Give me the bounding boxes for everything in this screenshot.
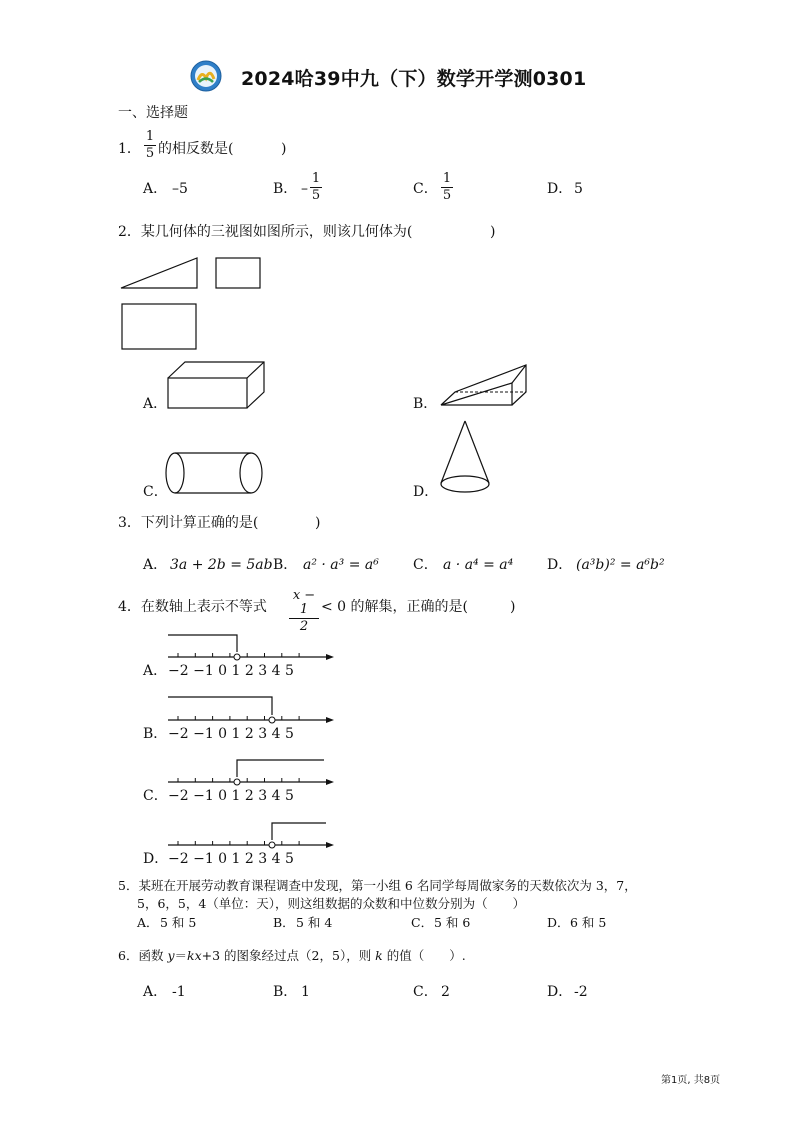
q3-option-a: 3a + 2b = 5ab: [170, 557, 273, 573]
q5-option-a-label: A．: [137, 915, 159, 930]
q2-blank: ): [490, 224, 496, 240]
q4-text-post: < 0 的解集，正确的是(: [321, 599, 468, 615]
q1-blank: ): [281, 141, 287, 157]
q1-number: 1．: [118, 141, 141, 157]
q5-option-d-label: D．: [547, 915, 570, 930]
q1-option-c-fraction: 1 5: [442, 171, 452, 203]
axis-arrow: [326, 842, 334, 848]
q6-option-c: 2: [441, 984, 450, 1000]
q4-option-c-label: C．: [143, 788, 168, 804]
q3-option-b-label: B．: [273, 557, 298, 573]
q4-option-a-label: A．: [143, 663, 168, 679]
q5-option-b: 5 和 4: [296, 915, 333, 930]
q4-fraction: x − 1 2: [289, 589, 319, 634]
page-number: 第1页, 共8页: [661, 1075, 721, 1086]
q6-option-d: -2: [574, 984, 588, 1000]
q3-option-d-label: D．: [547, 557, 573, 573]
q5-option-d: 6 和 5: [570, 915, 607, 930]
q2-option-d-label: D．: [413, 484, 439, 500]
q1-option-a: –5: [172, 181, 188, 197]
q6-option-a: -1: [172, 984, 186, 1000]
q4-axis-labels-b: −2 −1 0 1 2 3 4 5: [168, 726, 294, 742]
q4-text-pre: 4．在数轴上表示不等式: [118, 599, 267, 615]
page-title: 2024哈39中九（下）数学开学测0301: [241, 68, 587, 90]
q4-option-d-label: D．: [143, 851, 169, 867]
q2-text: 2．某几何体的三视图如图所示，则该几何体为(: [118, 224, 413, 240]
section-heading: 一、选择题: [118, 105, 188, 121]
q3-option-c: a · a⁴ = a⁴: [443, 557, 514, 573]
q1-fraction: 1 5: [145, 129, 155, 161]
q5-option-a: 5 和 5: [160, 915, 197, 930]
q1-option-b-label: B．: [273, 181, 298, 197]
q6-option-c-label: C．: [413, 984, 438, 1000]
q3-text: 3．下列计算正确的是(: [118, 515, 259, 531]
q3-option-a-label: A．: [143, 557, 168, 573]
q6-option-d-label: D．: [547, 984, 573, 1000]
q4-axis-labels-a: −2 −1 0 1 2 3 4 5: [168, 663, 294, 679]
q6-question: 6．函数 y＝kx+3 的图象经过点（2，5），则 k 的值（ ）.: [118, 948, 466, 963]
q5-option-c: 5 和 6: [434, 915, 471, 930]
q4-blank: ): [510, 599, 516, 615]
q3-blank: ): [315, 515, 321, 531]
q1-option-a-label: A．: [143, 181, 168, 197]
q2-option-c-label: C．: [143, 484, 168, 500]
q3-option-b: a² · a³ = a⁶: [303, 557, 379, 573]
q5-line2: 5，6，5，4（单位：天），则这组数据的众数和中位数分别为（ ）: [137, 896, 526, 911]
q2-option-a-label: A．: [143, 396, 168, 412]
q5-option-b-label: B．: [273, 915, 295, 930]
q6-option-b-label: B．: [273, 984, 298, 1000]
q2-option-b-label: B．: [413, 396, 438, 412]
q1-option-d-label: D．: [547, 181, 573, 197]
q1-text: 的相反数是(: [158, 141, 234, 157]
q1-option-b-fraction: 1 5: [311, 171, 321, 203]
q4-option-b-label: B．: [143, 726, 168, 742]
q6-option-b: 1: [301, 984, 310, 1000]
q3-option-d: (a³b)² = a⁶b²: [576, 557, 665, 573]
q5-option-c-label: C．: [411, 915, 434, 930]
q4-axis-labels-d: −2 −1 0 1 2 3 4 5: [168, 851, 294, 867]
q3-option-c-label: C．: [413, 557, 438, 573]
q1-option-b-sign: –: [301, 181, 308, 197]
q1-option-c-label: C．: [413, 181, 438, 197]
q1-option-d: 5: [574, 181, 583, 197]
q5-line1: 5．某班在开展劳动教育课程调查中发现，第一小组 6 名同学每周做家务的天数依次为 3，7，: [118, 878, 637, 893]
q6-option-a-label: A．: [143, 984, 168, 1000]
q4-axis-labels-c: −2 −1 0 1 2 3 4 5: [168, 788, 294, 804]
